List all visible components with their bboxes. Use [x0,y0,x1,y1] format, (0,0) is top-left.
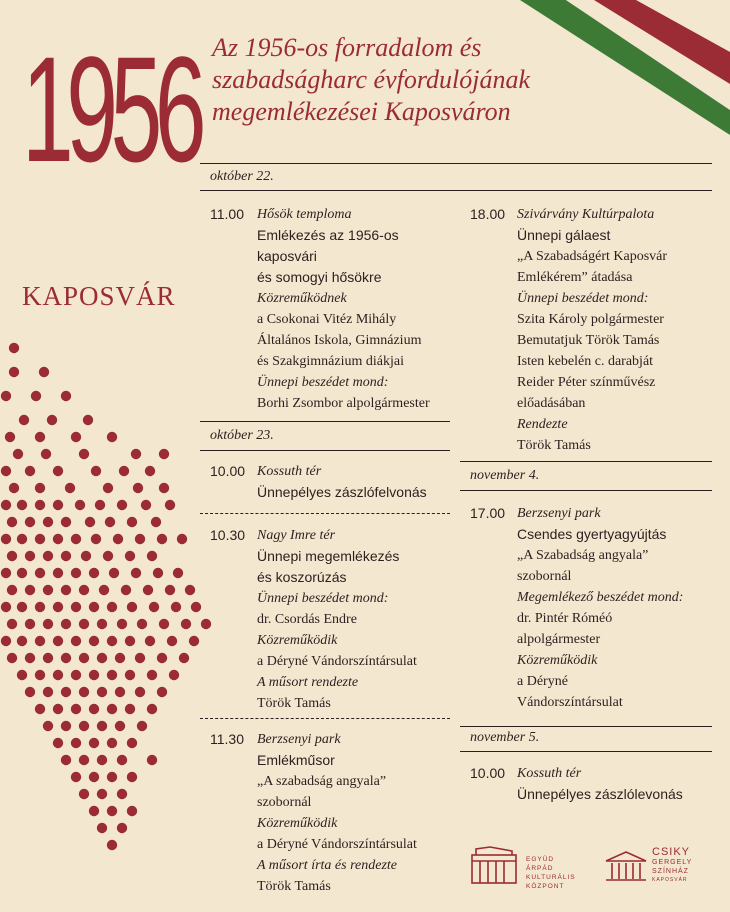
decorative-dot [159,483,169,493]
decorative-dot [7,653,17,663]
decorative-dot [107,840,117,850]
event-venue: Hősök temploma [257,207,352,222]
decorative-dot [105,517,115,527]
event-time: 11.00 [210,206,244,222]
decorative-dot [189,636,199,646]
decorative-dot [75,500,85,510]
decorative-dot [1,568,11,578]
decorative-dot [1,391,11,401]
decorative-dot [89,704,99,714]
event-detail: Reider Péter színművész [517,375,656,390]
divider [200,190,712,191]
decorative-dot [61,517,71,527]
decorative-dot [35,534,45,544]
decorative-dot [79,449,89,459]
decorative-dot [17,568,27,578]
decorative-dot [53,704,63,714]
event-detail: Török Tamás [257,696,331,711]
decorative-dot [145,636,155,646]
decorative-dot [151,517,161,527]
decorative-dot [165,500,175,510]
decorative-dot [79,619,89,629]
decorative-dot [89,636,99,646]
decorative-dot [79,755,89,765]
decorative-dot [115,721,125,731]
decorative-dot [107,772,117,782]
decorative-dot [185,585,195,595]
event-detail: dr. Csordás Endre [257,612,357,627]
decorative-dot [7,551,17,561]
decorative-dot [1,534,11,544]
decorative-dot [17,534,27,544]
event-role: A műsort írta és rendezte [257,858,397,873]
decorative-dot [83,415,93,425]
event-role: Közreműködik [257,633,338,648]
event-detail: „A Szabadság angyala” [517,548,649,563]
decorative-dot [13,449,23,459]
decorative-dot [107,704,117,714]
decorative-dot [167,636,177,646]
event-detail: dr. Pintér Róméó [517,611,613,626]
decorative-dot [61,755,71,765]
event-title: Ünnepi gálaest [517,227,611,243]
event-role: Közreműködik [517,653,598,668]
decorative-dot [25,551,35,561]
event-venue: Nagy Imre tér [257,528,336,543]
decorative-dot [137,721,147,731]
event-detail: „A Szabadságért Kaposvár [517,249,668,264]
event-detail: a Déryné Vándorszíntársulat [257,654,417,669]
event-detail: Isten kebelén c. darabját [517,354,654,369]
event-title: Emlékműsor [257,752,335,768]
decorative-dot [71,738,81,748]
divider [200,450,450,451]
decorative-dot [117,619,127,629]
event-detail: Vándorszíntársulat [517,695,623,710]
event-detail: előadásában [517,396,586,411]
decorative-dot [71,432,81,442]
event-detail: Emlékérem” átadása [517,270,633,285]
decorative-dot [141,500,151,510]
event-time: 10.30 [210,527,246,543]
decorative-dot [53,738,63,748]
decorative-dot [35,483,45,493]
event-venue: Kossuth tér [257,464,322,479]
decorative-dot [173,568,183,578]
decorative-dot [159,619,169,629]
event-role: Közreműködik [257,816,338,831]
decorative-dot [89,806,99,816]
decorative-dot [125,551,135,561]
event-time: 10.00 [210,463,246,479]
dot-pattern [0,330,215,890]
event-detail: Török Tamás [257,879,331,894]
decorative-dot [7,619,17,629]
decorative-dot [61,619,71,629]
decorative-dot [149,602,159,612]
decorative-dot [125,636,135,646]
dashed-divider [200,513,450,514]
decorative-dot [131,568,141,578]
decorative-dot [35,636,45,646]
decorative-dot [35,670,45,680]
event-detail: a Déryné Vándorszíntársulat [257,837,417,852]
city-name: KAPOSVÁR [22,281,176,311]
decorative-dot [89,568,99,578]
event-detail: alpolgármester [517,632,601,647]
decorative-dot [25,466,35,476]
event-title: Ünnepi megemlékezés [257,548,400,564]
decorative-dot [71,534,81,544]
event-time: 10.00 [470,765,506,781]
decorative-dot [95,500,105,510]
logo-csiky-gergely: CSIKY GERGELY SZÍNHÁZ KAPOSVÁR [652,846,693,883]
event-venue: Berzsenyi park [257,732,341,747]
decorative-dot [181,619,191,629]
event-role: Ünnepi beszédet mond: [517,291,649,306]
decorative-dot [137,619,147,629]
event-venue: Berzsenyi park [517,506,601,521]
event-detail: és Szakgimnázium diákjai [257,354,404,369]
decorative-dot [97,619,107,629]
decorative-dot [61,585,71,595]
decorative-dot [143,585,153,595]
decorative-dot [125,670,135,680]
decorative-dot [31,391,41,401]
decorative-dot [99,585,109,595]
event-venue: Kossuth tér [517,766,582,781]
decorative-dot [35,568,45,578]
event-time: 17.00 [470,505,506,521]
date-heading-nov4: november 4. [470,468,540,483]
divider [460,490,712,491]
decorative-dot [107,738,117,748]
decorative-dot [127,602,137,612]
divider [460,461,712,462]
decorative-dot [79,585,89,595]
decorative-dot [53,500,63,510]
event-role: Rendezte [517,417,568,432]
decorative-dot [25,687,35,697]
decorative-dot [153,568,163,578]
decorative-dot [89,602,99,612]
page-title [212,32,592,128]
date-heading-oct22: október 22. [210,169,274,184]
decorative-dot [147,551,157,561]
decorative-dot [43,687,53,697]
decorative-dot [113,534,123,544]
decorative-dot [43,619,53,629]
event-role: Ünnepi beszédet mond: [257,375,389,390]
decorative-dot [17,500,27,510]
decorative-dot [43,721,53,731]
decorative-dot [169,670,179,680]
decorative-dot [145,466,155,476]
divider [200,163,712,164]
decorative-dot [179,653,189,663]
event-detail: a Déryné [517,674,568,689]
divider [200,421,450,422]
decorative-dot [17,670,27,680]
title-line: Az 1956-os forradalom és [212,33,482,62]
event-title: és koszorúzás [257,569,347,585]
decorative-dot [97,789,107,799]
event-detail: Általános Iskola, Gimnázium [257,333,422,348]
decorative-dot [107,670,117,680]
decorative-dot [165,585,175,595]
decorative-dot [43,551,53,561]
decorative-dot [115,653,125,663]
decorative-dot [121,585,131,595]
decorative-dot [135,653,145,663]
decorative-dot [17,602,27,612]
decorative-dot [107,432,117,442]
decorative-dot [53,670,63,680]
decorative-dot [85,517,95,527]
decorative-dot [61,721,71,731]
decorative-dot [61,551,71,561]
decorative-dot [71,772,81,782]
decorative-dot [81,551,91,561]
decorative-dot [79,789,89,799]
title-line: megemlékezései Kaposváron [212,97,511,126]
decorative-dot [131,449,141,459]
decorative-dot [35,704,45,714]
decorative-dot [65,483,75,493]
event-detail: szobornál [257,795,312,810]
decorative-dot [79,721,89,731]
title-line: szabadságharc évfordulójának [212,65,530,94]
decorative-dot [147,670,157,680]
decorative-dot [117,755,127,765]
event-detail: Török Tamás [517,438,591,453]
date-heading-oct23: október 23. [210,428,274,443]
decorative-dot [147,704,157,714]
decorative-dot [135,534,145,544]
event-detail: a Csokonai Vitéz Mihály [257,312,397,327]
decorative-dot [159,449,169,459]
decorative-dot [53,466,63,476]
decorative-dot [127,806,137,816]
decorative-dot [79,653,89,663]
event-venue: Szivárvány Kultúrpalota [517,207,655,222]
decorative-dot [97,653,107,663]
decorative-dot [103,551,113,561]
event-time: 18.00 [470,206,506,222]
event-role: Közreműködnek [257,291,347,306]
decorative-dot [127,517,137,527]
decorative-dot [97,721,107,731]
decorative-dot [39,367,49,377]
decorative-dot [97,823,107,833]
decorative-dot [61,653,71,663]
decorative-dot [1,500,11,510]
decorative-dot [91,534,101,544]
decorative-dot [71,602,81,612]
event-title: Emlékezés az 1956-os [257,227,399,243]
decorative-dot [177,534,187,544]
event-time: 11.30 [210,731,244,747]
decorative-dot [157,534,167,544]
date-heading-nov5: november 5. [470,730,540,745]
decorative-dot [43,517,53,527]
decorative-dot [43,653,53,663]
decorative-dot [119,466,129,476]
decorative-dot [97,755,107,765]
decorative-dot [147,755,157,765]
decorative-dot [115,687,125,697]
decorative-dot [89,738,99,748]
decorative-dot [127,772,137,782]
event-title: Ünnepélyes zászlólevonás [517,786,683,802]
decorative-dot [71,636,81,646]
decorative-dot [35,432,45,442]
decorative-dot [171,602,181,612]
decorative-dot [53,568,63,578]
event-title: és somogyi hősökre [257,269,382,285]
event-detail: Borhi Zsombor alpolgármester [257,396,430,411]
decorative-dot [71,704,81,714]
decorative-dot [191,602,201,612]
event-title: Ünnepélyes zászlófelvonás [257,484,427,500]
decorative-dot [107,806,117,816]
event-detail: szobornál [517,569,572,584]
decorative-dot [19,415,29,425]
divider [460,751,712,752]
decorative-dot [109,568,119,578]
decorative-dot [9,367,19,377]
decorative-dot [9,343,19,353]
decorative-dot [35,602,45,612]
event-role: A műsort rendezte [257,675,359,690]
year-logo: 1956 [22,25,200,193]
event-detail: „A szabadság angyala” [257,774,387,789]
decorative-dot [135,687,145,697]
decorative-dot [127,738,137,748]
decorative-dot [117,500,127,510]
decorative-dot [89,772,99,782]
decorative-dot [1,466,11,476]
decorative-dot [157,653,167,663]
decorative-dot [61,687,71,697]
event-detail: Szita Károly polgármester [517,312,664,327]
decorative-dot [43,585,53,595]
event-title: Csendes gyertyagyújtás [517,526,667,542]
decorative-dot [79,687,89,697]
decorative-dot [103,483,113,493]
decorative-dot [125,704,135,714]
theater-icon [604,849,648,883]
event-detail: Bemutatjuk Török Tamás [517,333,660,348]
decorative-dot [91,466,101,476]
dashed-divider [200,718,450,719]
decorative-dot [9,483,19,493]
decorative-dot [7,517,17,527]
decorative-dot [25,517,35,527]
event-role: Ünnepi beszédet mond: [257,591,389,606]
decorative-dot [133,483,143,493]
decorative-dot [53,534,63,544]
decorative-dot [89,670,99,680]
decorative-dot [61,391,71,401]
decorative-dot [47,415,57,425]
decorative-dot [25,653,35,663]
decorative-dot [157,687,167,697]
decorative-dot [97,687,107,697]
decorative-dot [7,585,17,595]
decorative-dot [107,636,117,646]
decorative-dot [5,432,15,442]
decorative-dot [71,568,81,578]
logo-egyud-arpad: EGYÜD ÁRPÁD KULTURÁLIS KÖZPONT [526,856,576,890]
decorative-dot [53,602,63,612]
event-title: kaposvári [257,248,317,264]
event-role: Megemlékező beszédet mond: [517,590,684,605]
decorative-dot [35,500,45,510]
decorative-dot [1,602,11,612]
decorative-dot [201,619,211,629]
decorative-dot [107,602,117,612]
decorative-dot [71,670,81,680]
divider [460,726,712,727]
decorative-dot [53,636,63,646]
decorative-dot [17,636,27,646]
decorative-dot [41,449,51,459]
decorative-dot [25,585,35,595]
building-icon [470,845,518,885]
decorative-dot [1,636,11,646]
decorative-dot [117,823,127,833]
decorative-dot [25,619,35,629]
decorative-dot [117,789,127,799]
